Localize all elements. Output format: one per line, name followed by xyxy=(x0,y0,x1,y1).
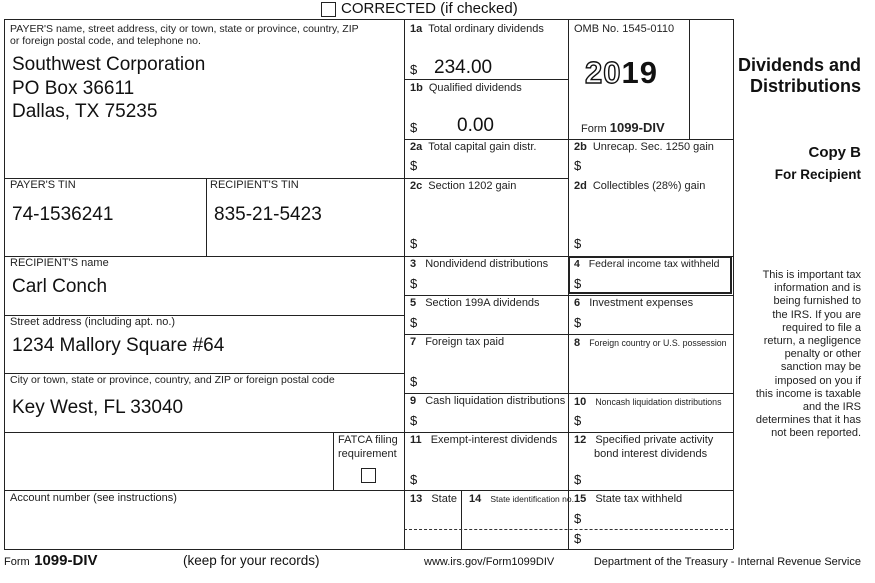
box-8-label: 8 Foreign country or U.S. possession xyxy=(574,337,727,349)
box-7-label: 7 Foreign tax paid xyxy=(410,336,505,348)
box-15-label: 15 State tax withheld xyxy=(574,493,683,505)
recipient-name[interactable]: Carl Conch xyxy=(12,276,108,297)
box-15-dollar-2: $ xyxy=(574,531,582,546)
tax-notice: This is important tax information and is being furnished to the IRS. If you are required to file a return, a negligence penalty or other sanction may be imposed on you if this income is taxable and the IRS determines that it has not been reported. xyxy=(755,269,861,440)
footer-dept: Department of the Treasury - Internal Revenue Service xyxy=(593,556,861,568)
box-1b-dollar: $ xyxy=(410,120,418,135)
form-title-line2: Distributions xyxy=(750,76,861,96)
payer-label-line1: PAYER'S name, street address, city or town, state or province, country, ZIP xyxy=(10,23,359,35)
form-left-border xyxy=(4,19,5,549)
tax-year xyxy=(585,55,658,91)
corrected-checkbox[interactable] xyxy=(321,2,336,17)
payer-address2[interactable]: Dallas, TX 75235 xyxy=(12,101,158,122)
box-9-label: 9 Cash liquidation distributions xyxy=(410,395,566,407)
row-line-1 xyxy=(404,79,568,80)
box-5-dollar: $ xyxy=(410,315,418,330)
recipient-city[interactable]: Key West, FL 33040 xyxy=(12,397,184,418)
box-2a-dollar: $ xyxy=(410,158,418,173)
box-2b-label: 2b Unrecap. Sec. 1250 gain xyxy=(574,141,714,153)
box-15-dollar-1: $ xyxy=(574,511,582,526)
box-2b-dollar: $ xyxy=(574,158,582,173)
copy-for-recipient: For Recipient xyxy=(774,167,861,182)
form-title-line1: Dividends and xyxy=(737,55,861,75)
box-13-label: 13 State xyxy=(410,493,457,505)
row-line-fatca xyxy=(4,432,733,433)
box-7-dollar: $ xyxy=(410,374,418,389)
box-5-label: 5 Section 199A dividends xyxy=(410,297,540,309)
row-line-2 xyxy=(404,139,733,140)
form-top-border xyxy=(4,19,733,20)
street-label: Street address (including apt. no.) xyxy=(10,316,176,328)
fatca-divider xyxy=(333,432,334,490)
fatca-checkbox[interactable] xyxy=(361,468,376,483)
payer-label-line2: or foreign postal code, and telephone no. xyxy=(10,35,201,47)
box-11-dollar: $ xyxy=(410,472,418,487)
box-1a-value[interactable]: 234.00 xyxy=(434,57,493,78)
box-4-label: 4 Federal income tax withheld xyxy=(574,258,720,270)
recipient-tin-label: RECIPIENT'S TIN xyxy=(210,179,299,191)
box-6-label: 6 Investment expenses xyxy=(574,297,694,309)
box-1a-label: 1a Total ordinary dividends xyxy=(410,23,544,35)
box-3-label: 3 Nondividend distributions xyxy=(410,258,549,270)
box-2d-label: 2d Collectibles (28%) gain xyxy=(574,180,706,192)
tax-year-light: 20 xyxy=(585,55,622,90)
footer-form-id: Form 1099-DIV xyxy=(4,552,98,569)
fatca-label-line2: requirement xyxy=(338,448,397,460)
account-label: Account number (see instructions) xyxy=(10,492,177,504)
footer-keep: (keep for your records) xyxy=(183,553,320,568)
row-line-account xyxy=(4,490,733,491)
omb-number: OMB No. 1545-0110 xyxy=(574,23,675,35)
row-line-9 xyxy=(404,393,733,394)
state-dash-line xyxy=(404,529,733,530)
copy-b: Copy B xyxy=(808,144,861,161)
state-divider-1 xyxy=(461,490,462,549)
right-column-divider xyxy=(733,19,734,549)
form-bottom-border xyxy=(4,549,733,550)
box-12-dollar: $ xyxy=(574,472,582,487)
box-2c-label: 2c Section 1202 gain xyxy=(410,180,517,192)
box-2c-dollar: $ xyxy=(410,236,418,251)
box-2d-dollar: $ xyxy=(574,236,582,251)
payer-tin-label: PAYER'S TIN xyxy=(10,179,76,191)
box-9-dollar: $ xyxy=(410,413,418,428)
box-4-dollar: $ xyxy=(574,276,582,291)
box-14-label: 14 State identification no. xyxy=(469,493,574,505)
box-12-label-line1: 12 Specified private activity xyxy=(574,434,714,446)
box-12-label-line2: bond interest dividends xyxy=(594,448,708,460)
corrected-label: CORRECTED (if checked) xyxy=(341,0,518,17)
box-2a-label: 2a Total capital gain distr. xyxy=(410,141,537,153)
payer-column-divider xyxy=(404,19,405,549)
box-11-label: 11 Exempt-interest dividends xyxy=(410,434,558,446)
row-line-7 xyxy=(404,334,733,335)
box-1b-value[interactable]: 0.00 xyxy=(457,115,494,136)
row-line-5 xyxy=(404,295,733,296)
recipient-tin[interactable]: 835-21-5423 xyxy=(214,204,322,225)
box-1a-dollar: $ xyxy=(410,62,418,77)
payer-tin[interactable]: 74-1536241 xyxy=(12,204,114,225)
form-id: Form 1099-DIV xyxy=(581,120,665,135)
tax-year-bold: 19 xyxy=(621,55,658,90)
box-1b-label: 1b Qualified dividends xyxy=(410,82,522,94)
box-10-label: 10 Noncash liquidation distributions xyxy=(574,396,722,408)
box-10-dollar: $ xyxy=(574,413,582,428)
box-3-dollar: $ xyxy=(410,276,418,291)
recipient-street[interactable]: 1234 Mallory Square #64 xyxy=(12,335,225,356)
payer-address1[interactable]: PO Box 36611 xyxy=(12,78,135,99)
footer-url[interactable]: www.irs.gov/Form1099DIV xyxy=(424,556,555,568)
payer-name[interactable]: Southwest Corporation xyxy=(12,54,206,75)
fatca-label-line1: FATCA filing xyxy=(338,434,398,446)
box-6-dollar: $ xyxy=(574,315,582,330)
tin-divider xyxy=(206,178,207,256)
city-label: City or town, state or province, country, and ZIP or foreign postal code xyxy=(10,374,335,386)
recipient-name-label: RECIPIENT'S name xyxy=(10,257,109,269)
omb-right-border xyxy=(689,19,690,140)
